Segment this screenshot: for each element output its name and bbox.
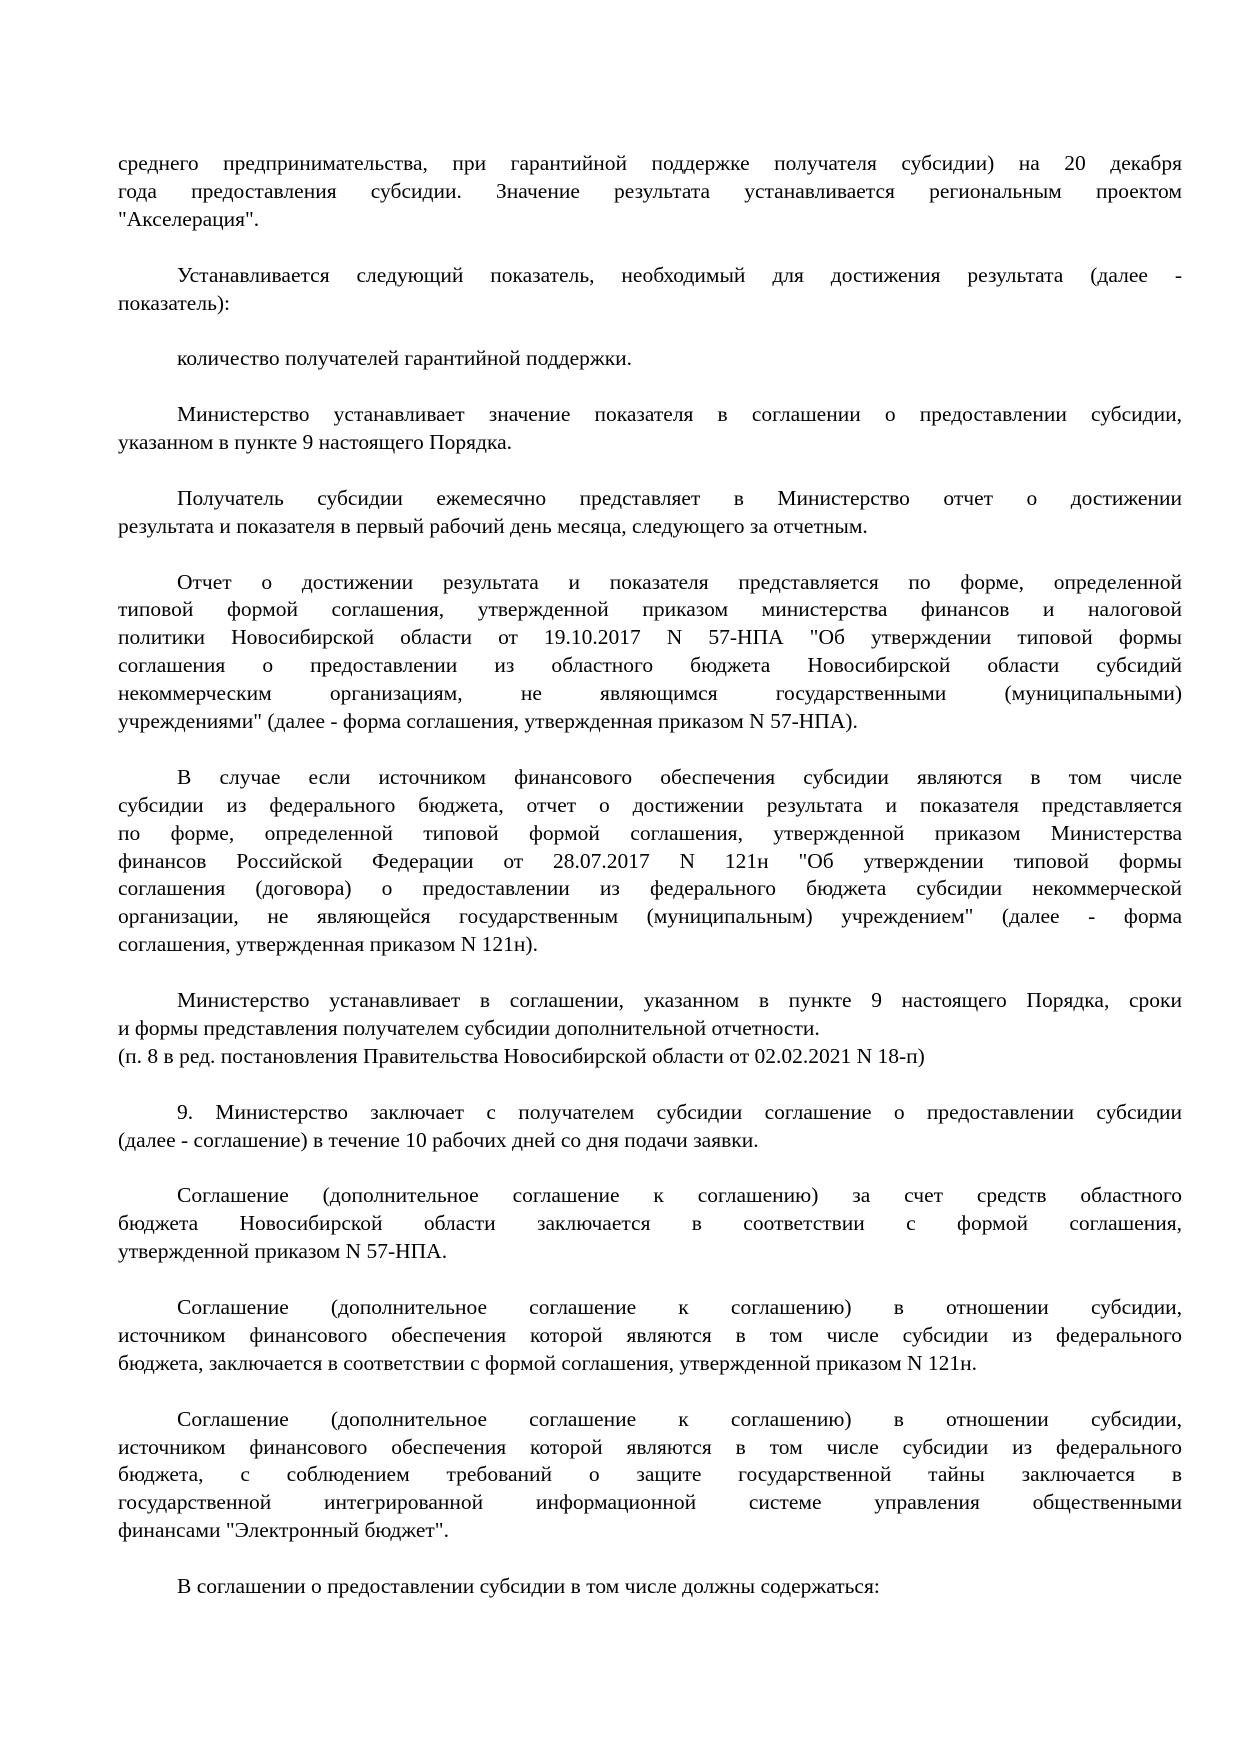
paragraph	[118, 485, 1182, 541]
text-line: бюджета Новосибирской области заключается в соответствии с формой соглашения,	[118, 1211, 1182, 1236]
text-line: соглашения (договора) о предоставлении из федерального бюджета субсидии некоммерческой	[118, 876, 1182, 901]
text-line: Соглашение (дополнительное соглашение к соглашению) в отношении субсидии,	[177, 1406, 1182, 1431]
document-page	[118, 150, 1182, 1629]
text-line: (далее - соглашение) в течение 10 рабочих дней со дня подачи заявки.	[118, 1127, 759, 1152]
text-line: Отчет о достижении результата и показателя представляется по форме, определенной	[177, 569, 1182, 594]
text-line: Устанавливается следующий показатель, необходимый для достижения результата (далее -	[177, 262, 1182, 287]
text-line: Министерство устанавливает в соглашении, указанном в пункте 9 настоящего Порядка, сроки	[177, 988, 1182, 1013]
text-line: утвержденной приказом N 57-НПА.	[118, 1239, 448, 1264]
paragraph	[118, 150, 1182, 234]
text-line: государственной интегрированной информационной системе управления общественными	[118, 1490, 1182, 1515]
paragraph	[118, 345, 1182, 373]
paragraph	[118, 987, 1182, 1071]
text-line: бюджета, заключается в соответствии с формой соглашения, утвержденной приказом N 121н.	[118, 1350, 978, 1375]
text-line: Соглашение (дополнительное соглашение к соглашению) за счет средств областного	[177, 1183, 1182, 1208]
text-line: результата и показателя в первый рабочий день месяца, следующего за отчетным.	[118, 513, 868, 538]
text-line: и формы представления получателем субсидии дополнительной отчетности.	[118, 1015, 820, 1040]
text-line: В случае если источником финансового обеспечения субсидии являются в том числе	[177, 764, 1182, 789]
text-line: типовой формой соглашения, утвержденной приказом министерства финансов и налоговой	[118, 597, 1182, 622]
text-line: 9. Министерство заключает с получателем субсидии соглашение о предоставлении субсидии	[177, 1099, 1182, 1124]
paragraph	[118, 1294, 1182, 1378]
text-line: В соглашении о предоставлении субсидии в том числе должны содержаться:	[177, 1574, 880, 1599]
text-line: соглашения о предоставлении из областного бюджета Новосибирской области субсидий	[118, 653, 1182, 678]
text-line: среднего предпринимательства, при гарантийной поддержке получателя субсидии) на 20 декабря	[118, 151, 1182, 175]
text-line: года предоставления субсидии. Значение результата устанавливается региональным проектом	[118, 178, 1182, 203]
text-line: "Акселерация".	[118, 206, 260, 231]
paragraph	[118, 262, 1182, 318]
text-line: источником финансового обеспечения которой являются в том числе субсидии из федерального	[118, 1434, 1182, 1459]
text-line: учреждениями" (далее - форма соглашения, утвержденная приказом N 57-НПА).	[118, 709, 858, 734]
text-line: количество получателей гарантийной поддержки.	[177, 346, 633, 371]
paragraph	[118, 1573, 1182, 1601]
text-line: показатель):	[118, 290, 231, 315]
text-line: Министерство устанавливает значение показателя в соглашении о предоставлении субсидии,	[177, 402, 1182, 427]
text-line: организации, не являющейся государственным (муниципальным) учреждением" (далее - форма	[118, 904, 1182, 929]
paragraph	[118, 569, 1182, 736]
text-line: указанном в пункте 9 настоящего Порядка.	[118, 430, 513, 455]
text-line: политики Новосибирской области от 19.10.2017 N 57-НПА "Об утверждении типовой формы	[118, 625, 1182, 650]
text-line: Соглашение (дополнительное соглашение к соглашению) в отношении субсидии,	[177, 1295, 1182, 1319]
paragraph	[118, 764, 1182, 959]
text-line: соглашения, утвержденная приказом N 121н).	[118, 932, 538, 957]
text-line: финансами "Электронный бюджет".	[118, 1518, 449, 1543]
paragraph	[118, 1099, 1182, 1155]
text-line: субсидии из федерального бюджета, отчет о достижении результата и показателя представляется	[118, 792, 1182, 817]
text-line: финансов Российской Федерации от 28.07.2017 N 121н "Об утверждении типовой формы	[118, 848, 1182, 873]
text-line: Получатель субсидии ежемесячно представляет в Министерство отчет о достижении	[177, 485, 1182, 510]
paragraph	[118, 401, 1182, 457]
text-line: источником финансового обеспечения которой являются в том числе субсидии из федерального	[118, 1322, 1182, 1347]
text-line: бюджета, с соблюдением требований о защите государственной тайны заключается в	[118, 1462, 1182, 1487]
text-line: по форме, определенной типовой формой соглашения, утвержденной приказом Министерства	[118, 820, 1182, 845]
paragraph	[118, 1406, 1182, 1546]
paragraph	[118, 1182, 1182, 1266]
text-line: некоммерческим организациям, не являющимся государственными (муниципальными)	[118, 681, 1182, 706]
amendment-note: (п. 8 в ред. постановления Правительства Новосибирской области от 02.02.2021 N 18-п)	[118, 1043, 925, 1068]
